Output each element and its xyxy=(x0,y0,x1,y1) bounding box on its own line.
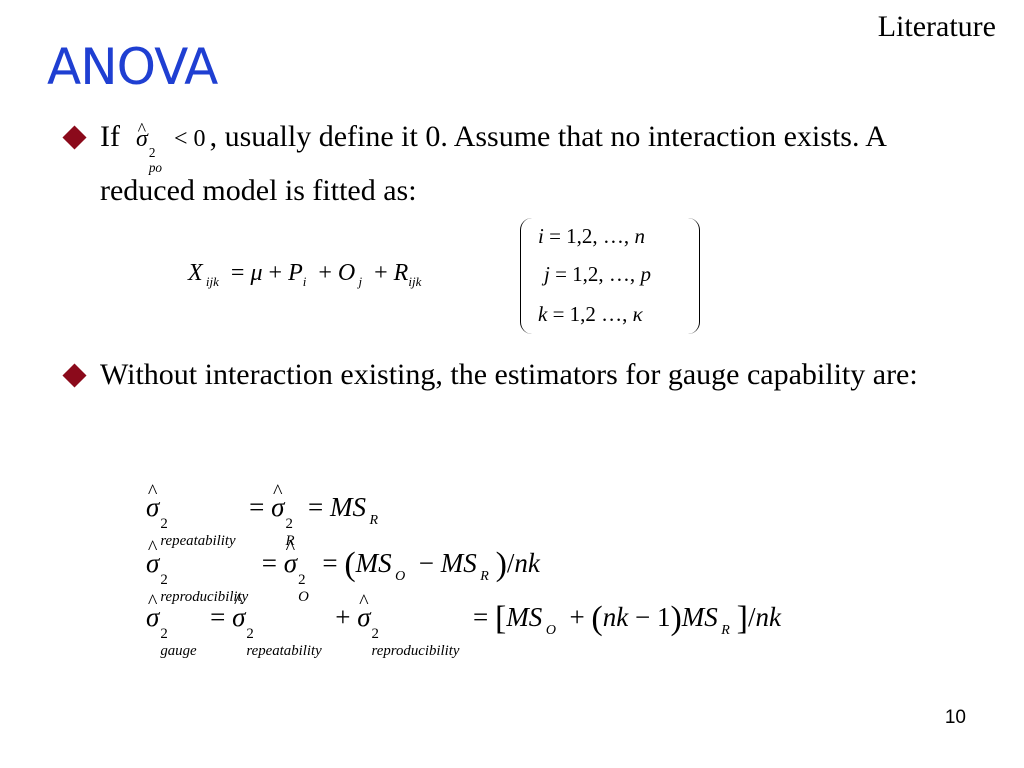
model-equation: X $_{ijk} = \mu + P_i + O$ $_j + R_{ijk}$ xyxy=(188,260,422,289)
range-k: k = 1,2 …, κ xyxy=(538,302,643,326)
sigma-po-formula: ^ σ 2 po < 0 xyxy=(136,126,206,152)
diamond-bullet-icon xyxy=(62,125,86,149)
bullet-1-lead: If xyxy=(100,120,120,153)
bullet-text-1 xyxy=(100,120,942,208)
formula-repeatability: ^ σ 2 repeatability = ^ σ 2 R = MS $_R$ xyxy=(146,492,378,549)
index-ranges-brace xyxy=(520,218,700,334)
slide-title: ANOVA xyxy=(47,38,218,96)
bullet-item-2 xyxy=(62,358,942,392)
formula-reproducibility: ^ σ 2 reproducibility = ^ σ 2 O = (MS $_O$ − MS $_R$ )/nk xyxy=(146,546,540,605)
bullet-1-text: , usually define it 0. Assume that no interaction exists. A reduced model is fitted as: xyxy=(100,120,886,208)
bullet-text-2: Without interaction existing, the estimators for gauge capability are: xyxy=(100,358,918,391)
page-number: 10 xyxy=(944,707,966,728)
diamond-bullet-icon xyxy=(62,363,86,387)
section-label: Literature xyxy=(877,10,996,43)
range-i: i = 1,2, …, n xyxy=(538,224,645,248)
bullet-item-1 xyxy=(62,120,942,208)
right-brace xyxy=(687,218,700,334)
formula-gauge: ^ σ 2 gauge = ^ σ 2 repeatability + ^ σ 2 reproducibility = [MS $_O$ + (nk − 1)MS $_R$ ]/nk xyxy=(146,600,781,659)
left-brace xyxy=(520,218,533,334)
range-j: j = 1,2, …, p xyxy=(544,262,651,286)
